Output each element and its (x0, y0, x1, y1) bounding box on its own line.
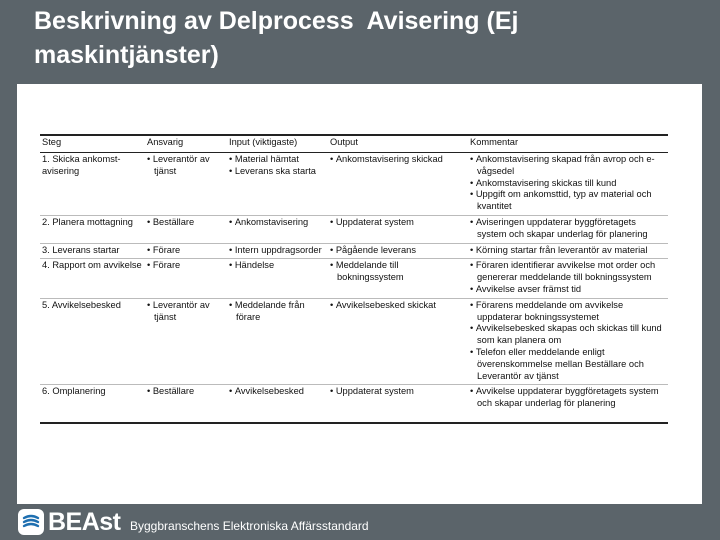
output-item: • Uppdaterat system (330, 386, 465, 398)
comment-item: • Avvikelsebesked skapas och skickas till kund som kan planera om (470, 323, 665, 347)
table-row (40, 385, 668, 412)
step-label: 6. Omplanering (42, 386, 106, 397)
input-item: • Leverans ska starta (229, 166, 325, 178)
output-cell (328, 153, 468, 216)
responsible-cell (145, 153, 227, 216)
table-row (40, 298, 668, 385)
responsible-cell (145, 243, 227, 259)
input-item: • Intern uppdragsorder (229, 245, 325, 257)
input-item: • Avvikelsebesked (229, 386, 325, 398)
output-item: • Ankomstavisering skickad (330, 154, 465, 166)
step-cell (40, 385, 145, 412)
input-cell (227, 385, 328, 412)
comment-item: • Föraren identifierar avvikelse mot order och genererar meddelande till bokningssystem (470, 260, 665, 284)
output-cell (328, 259, 468, 298)
header-comment: Kommentar (468, 136, 668, 153)
responsible-cell (145, 215, 227, 243)
table-row (40, 153, 668, 216)
comment-item: • Aviseringen uppdaterar byggföretagets system och skapar underlag för planering (470, 217, 665, 241)
header-output: Output (328, 136, 468, 153)
process-table (40, 136, 668, 412)
beast-logo-text: BEAst (48, 507, 121, 536)
output-item: • Uppdaterat system (330, 217, 465, 229)
footer-caption: Byggbranschens Elektroniska Affärsstandard (130, 519, 369, 533)
step-label: 3. Leverans startar (42, 244, 120, 255)
input-cell (227, 259, 328, 298)
step-label: 1. Skicka ankomst-avisering (42, 154, 121, 176)
comment-cell (468, 259, 668, 298)
input-item: • Händelse (229, 260, 325, 272)
input-cell (227, 153, 328, 216)
comment-item: • Avvikelse uppdaterar byggföretagets system och skapar underlag för planering (470, 386, 665, 410)
comment-item: • Telefon eller meddelande enligt överenskommelse mellan Beställare och Leverantör av tjänst (470, 347, 665, 382)
step-cell (40, 243, 145, 259)
input-item: • Meddelande från förare (229, 300, 325, 324)
beast-logo-icon (18, 509, 44, 535)
step-label: 4. Rapport om avvikelse (42, 260, 142, 271)
output-item: • Pågående leverans (330, 245, 465, 257)
header-responsible: Ansvarig (145, 136, 227, 153)
step-cell (40, 153, 145, 216)
responsible-item: • Beställare (147, 386, 224, 398)
table-row (40, 243, 668, 259)
comment-cell (468, 215, 668, 243)
header-input: Input (viktigaste) (227, 136, 328, 153)
footer (0, 504, 720, 540)
beast-logo (18, 508, 121, 536)
comment-cell (468, 243, 668, 259)
output-cell (328, 243, 468, 259)
comment-item: • Körning startar från leverantör av material (470, 245, 665, 257)
output-cell (328, 298, 468, 385)
responsible-cell (145, 298, 227, 385)
step-label: 2. Planera mottagning (42, 216, 133, 227)
step-cell (40, 259, 145, 298)
comment-cell (468, 298, 668, 385)
comment-item: • Förarens meddelande om avvikelse uppdaterar bokningssystemet (470, 300, 665, 324)
responsible-cell (145, 259, 227, 298)
input-cell (227, 298, 328, 385)
output-item: • Avvikelsebesked skickat (330, 300, 465, 312)
responsible-item: • Leverantör av tjänst (147, 154, 224, 178)
step-cell (40, 215, 145, 243)
comment-cell (468, 153, 668, 216)
responsible-item: • Leverantör av tjänst (147, 300, 224, 324)
output-cell (328, 215, 468, 243)
input-cell (227, 243, 328, 259)
responsible-item: • Förare (147, 245, 224, 257)
header-step: Steg (40, 136, 145, 153)
responsible-cell (145, 385, 227, 412)
table-header-row (40, 136, 668, 153)
input-item: • Ankomstavisering (229, 217, 325, 229)
comment-item: • Uppgift om ankomsttid, typ av material och kvantitet (470, 189, 665, 213)
table-row (40, 259, 668, 298)
responsible-item: • Förare (147, 260, 224, 272)
step-cell (40, 298, 145, 385)
input-item: • Material hämtat (229, 154, 325, 166)
output-cell (328, 385, 468, 412)
slide-title: Beskrivning av Delprocess Avisering (Ej maskintjänster) (34, 7, 526, 69)
table-row (40, 215, 668, 243)
responsible-item: • Beställare (147, 217, 224, 229)
step-label: 5. Avvikelsebesked (42, 299, 121, 310)
output-item: • Meddelande till bokningssystem (330, 260, 465, 284)
comment-item: • Ankomstavisering skickas till kund (470, 178, 665, 190)
comment-item: • Avvikelse avser främst tid (470, 284, 665, 296)
input-cell (227, 215, 328, 243)
comment-item: • Ankomstavisering skapad från avrop och e-vågsedel (470, 154, 665, 178)
comment-cell (468, 385, 668, 412)
